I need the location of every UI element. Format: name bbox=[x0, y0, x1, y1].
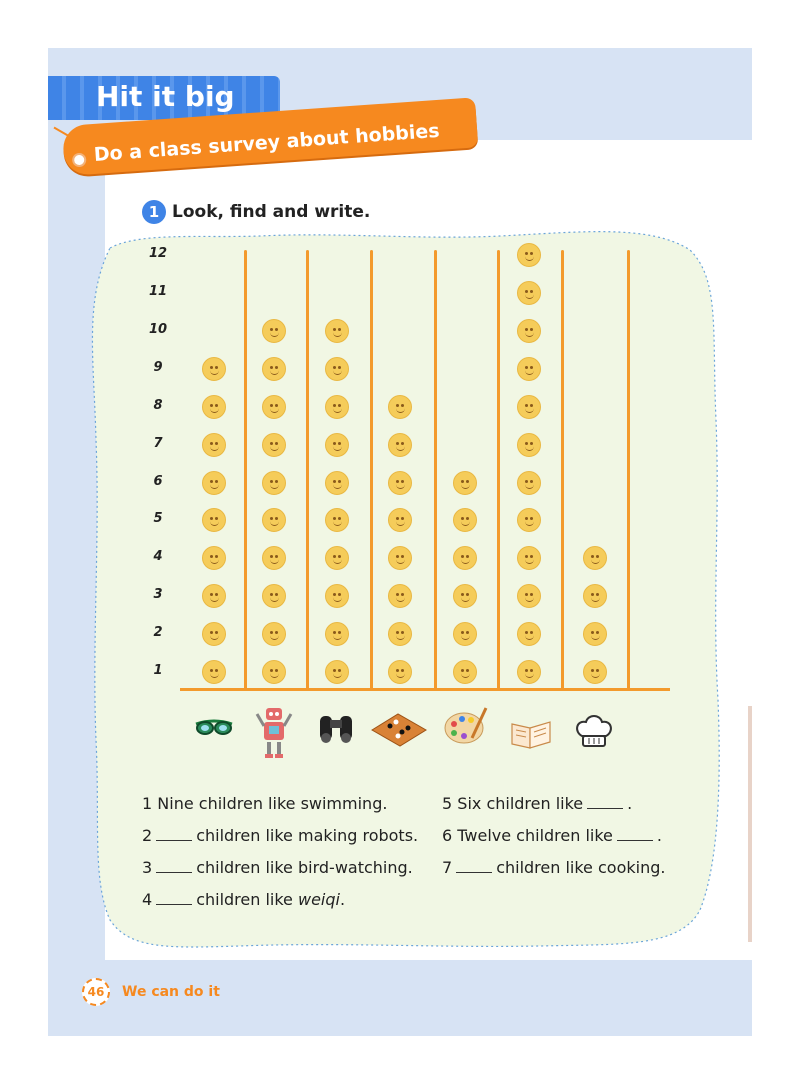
ribbon-title: Do a class survey about hobbies bbox=[93, 119, 441, 166]
binoculars-icon bbox=[314, 706, 358, 750]
smiley-mark-bird-watching bbox=[325, 584, 349, 608]
smiley-mark-reading bbox=[517, 433, 541, 457]
y-tick-label: 5 bbox=[153, 511, 163, 527]
sentence-5: 5 Six children like . bbox=[442, 794, 633, 813]
sentence-1: 1 Nine children like swimming. bbox=[142, 794, 388, 813]
smiley-mark-making-robots bbox=[262, 508, 286, 532]
answer-blank[interactable] bbox=[156, 903, 192, 905]
smiley-mark-weiqi bbox=[388, 471, 412, 495]
column-divider bbox=[627, 250, 630, 690]
y-tick-label: 8 bbox=[153, 397, 163, 413]
column-divider bbox=[434, 250, 437, 690]
smiley-mark-bird-watching bbox=[325, 508, 349, 532]
smiley-mark-reading bbox=[517, 508, 541, 532]
sentence-2: 2 children like making robots. bbox=[142, 826, 419, 845]
smiley-mark-swimming bbox=[202, 622, 226, 646]
smiley-mark-bird-watching bbox=[325, 395, 349, 419]
sentence-7: 7 children like cooking. bbox=[442, 858, 666, 877]
robot-icon bbox=[252, 702, 296, 760]
smiley-mark-bird-watching bbox=[325, 660, 349, 684]
y-tick-label: 9 bbox=[153, 359, 163, 375]
smiley-mark-swimming bbox=[202, 433, 226, 457]
smiley-mark-cooking bbox=[583, 546, 607, 570]
y-tick-label: 6 bbox=[153, 473, 163, 489]
smiley-mark-making-robots bbox=[262, 546, 286, 570]
y-tick-label: 4 bbox=[153, 549, 163, 565]
answer-blank[interactable] bbox=[617, 839, 653, 841]
sentence-3: 3 children like bird-watching. bbox=[142, 858, 413, 877]
answer-blank[interactable] bbox=[156, 871, 192, 873]
smiley-mark-making-robots bbox=[262, 584, 286, 608]
smiley-mark-bird-watching bbox=[325, 546, 349, 570]
answer-blank[interactable] bbox=[587, 807, 623, 809]
smiley-mark-swimming bbox=[202, 546, 226, 570]
smiley-mark-reading bbox=[517, 660, 541, 684]
smiley-mark-swimming bbox=[202, 584, 226, 608]
y-tick-label: 2 bbox=[153, 625, 163, 641]
smiley-mark-weiqi bbox=[388, 660, 412, 684]
smiley-mark-reading bbox=[517, 546, 541, 570]
smiley-mark-swimming bbox=[202, 471, 226, 495]
smiley-mark-cooking bbox=[583, 660, 607, 684]
smiley-mark-bird-watching bbox=[325, 319, 349, 343]
smiley-mark-making-robots bbox=[262, 471, 286, 495]
smiley-mark-reading bbox=[517, 319, 541, 343]
instruction-text: Look, find and write. bbox=[172, 202, 371, 222]
column-divider bbox=[306, 250, 309, 690]
smiley-mark-bird-watching bbox=[325, 433, 349, 457]
sentence-6: 6 Twelve children like . bbox=[442, 826, 662, 845]
smiley-mark-swimming bbox=[202, 508, 226, 532]
smiley-mark-swimming bbox=[202, 357, 226, 381]
y-tick-label: 1 bbox=[153, 663, 163, 678]
chart-baseline bbox=[180, 688, 670, 691]
footer-text: We can do it bbox=[122, 984, 220, 1000]
y-tick-label: 12 bbox=[148, 246, 168, 262]
smiley-mark-weiqi bbox=[388, 584, 412, 608]
smiley-mark-painting bbox=[453, 584, 477, 608]
smiley-mark-swimming bbox=[202, 660, 226, 684]
exercise-number: 1 bbox=[142, 200, 166, 224]
answer-blank[interactable] bbox=[456, 871, 492, 873]
smiley-mark-reading bbox=[517, 281, 541, 305]
smiley-mark-weiqi bbox=[388, 508, 412, 532]
smiley-mark-cooking bbox=[583, 622, 607, 646]
smiley-mark-reading bbox=[517, 622, 541, 646]
weiqi-board-icon bbox=[368, 706, 430, 750]
smiley-mark-reading bbox=[517, 357, 541, 381]
smiley-mark-bird-watching bbox=[325, 357, 349, 381]
smiley-mark-weiqi bbox=[388, 546, 412, 570]
banner-title: Hit it big bbox=[96, 80, 235, 113]
smiley-mark-bird-watching bbox=[325, 471, 349, 495]
smiley-mark-cooking bbox=[583, 584, 607, 608]
smiley-mark-bird-watching bbox=[325, 622, 349, 646]
column-divider bbox=[497, 250, 500, 690]
smiley-mark-swimming bbox=[202, 395, 226, 419]
smiley-mark-painting bbox=[453, 622, 477, 646]
book-icon bbox=[508, 712, 554, 756]
smiley-mark-weiqi bbox=[388, 622, 412, 646]
column-divider bbox=[370, 250, 373, 690]
answer-blank[interactable] bbox=[156, 839, 192, 841]
sentence-4: 4 children like weiqi. bbox=[142, 890, 346, 909]
smiley-mark-weiqi bbox=[388, 433, 412, 457]
smiley-mark-reading bbox=[517, 395, 541, 419]
y-tick-label: 10 bbox=[148, 321, 168, 337]
smiley-mark-weiqi bbox=[388, 395, 412, 419]
y-tick-label: 3 bbox=[153, 587, 163, 603]
page-footer bbox=[82, 978, 220, 1006]
smiley-mark-reading bbox=[517, 471, 541, 495]
column-divider bbox=[244, 250, 247, 690]
smiley-mark-making-robots bbox=[262, 357, 286, 381]
smiley-mark-reading bbox=[517, 584, 541, 608]
smiley-mark-painting bbox=[453, 660, 477, 684]
smiley-mark-making-robots bbox=[262, 660, 286, 684]
smiley-mark-making-robots bbox=[262, 622, 286, 646]
chef-hat-icon bbox=[572, 710, 616, 754]
y-tick-label: 11 bbox=[148, 284, 168, 299]
smiley-mark-painting bbox=[453, 471, 477, 495]
smiley-mark-making-robots bbox=[262, 395, 286, 419]
y-tick-label: 7 bbox=[153, 435, 163, 451]
column-divider bbox=[561, 250, 564, 690]
smiley-mark-reading bbox=[517, 243, 541, 267]
page-number: 46 bbox=[82, 978, 110, 1006]
paint-palette-icon bbox=[442, 704, 490, 748]
smiley-mark-making-robots bbox=[262, 319, 286, 343]
smiley-mark-making-robots bbox=[262, 433, 286, 457]
smiley-mark-painting bbox=[453, 546, 477, 570]
goggles-icon bbox=[192, 704, 236, 748]
smiley-mark-painting bbox=[453, 508, 477, 532]
